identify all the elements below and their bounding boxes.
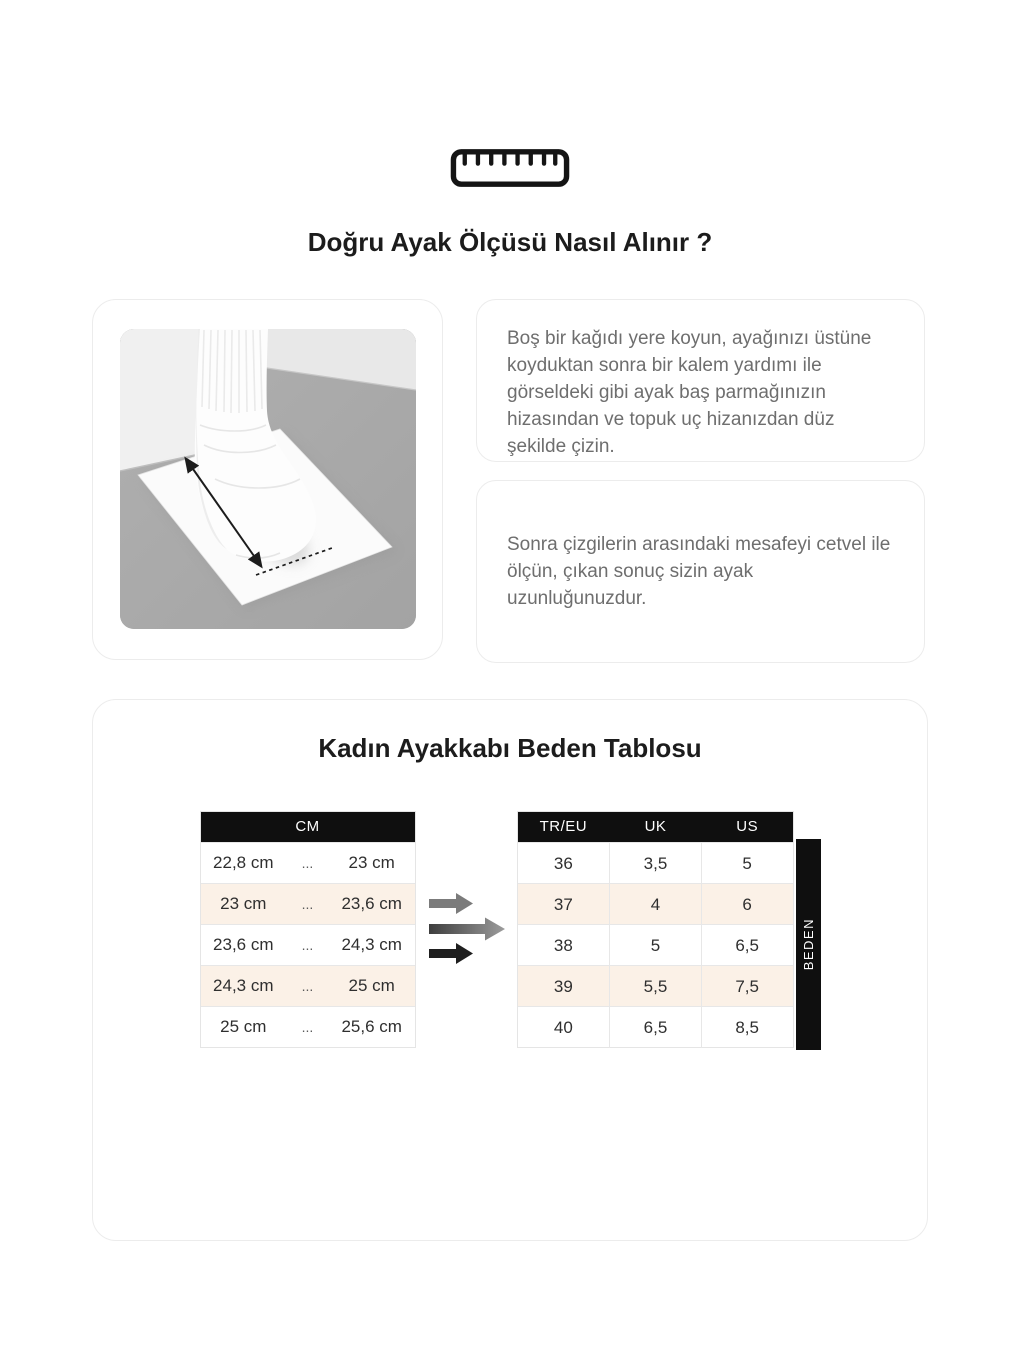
beden-bar-wrap <box>796 808 821 1050</box>
size-table-cell: 5,5 <box>609 966 701 1007</box>
cm-cell-to: 23,6 cm <box>341 893 402 913</box>
size-table-row <box>518 924 793 965</box>
size-table-header-cell: UK <box>609 818 701 835</box>
size-table-row <box>518 842 793 883</box>
cm-cell-from: 25 cm <box>220 1016 267 1036</box>
size-table-cell: 5 <box>609 925 701 966</box>
size-table-cell: 6,5 <box>701 925 793 966</box>
size-table-cell: 6,5 <box>609 1007 701 1048</box>
page-title: Doğru Ayak Ölçüsü Nasıl Alınır ? <box>307 227 713 257</box>
cm-table-row <box>201 1006 415 1047</box>
size-chart-row <box>93 808 927 1050</box>
size-table-cell: 7,5 <box>701 966 793 1007</box>
cm-cell-from: 23,6 cm <box>213 934 274 954</box>
cm-table-row <box>201 965 415 1006</box>
measurement-photo-card <box>92 299 443 660</box>
size-table-cell: 6 <box>701 884 793 925</box>
instruction-steps <box>476 299 925 663</box>
size-table-cell: 37 <box>553 894 573 914</box>
cm-cell-dots: ... <box>301 895 314 912</box>
cm-cell-to: 23 cm <box>348 852 395 872</box>
instruction-step-1: Boş bir kağıdı yere koyun, ayağınızı üstüne koyduktan sonra bir kalem yardımı ile görseldeki gibi ayak baş parmağınızın hizasından ve topuk uç hizanızdan düz şekilde çizin. <box>476 299 925 462</box>
cm-cell-dots: ... <box>301 1018 314 1035</box>
size-table <box>517 811 794 1048</box>
cm-table-body <box>201 842 415 1047</box>
size-table-body <box>518 842 793 1047</box>
instructions-row <box>92 299 928 663</box>
size-table-row <box>518 1006 793 1047</box>
cm-cell-from: 24,3 cm <box>213 975 274 995</box>
size-table-header-cell: US <box>701 818 793 835</box>
transfer-arrows-icon <box>429 890 506 968</box>
size-table-cell: 38 <box>553 935 573 955</box>
size-table-cell: 40 <box>553 1017 573 1037</box>
cm-cell-to: 24,3 cm <box>341 934 402 954</box>
size-table-header-cell: TR/EU <box>539 818 588 835</box>
size-chart-title: Kadın Ayakkabı Beden Tablosu <box>318 733 702 763</box>
cm-table-row <box>201 924 415 965</box>
size-table-cell: 3,5 <box>609 843 701 884</box>
size-table-cell: 39 <box>553 976 573 996</box>
cm-cell-to: 25,6 cm <box>341 1016 402 1036</box>
cm-header-cell: CM <box>295 818 320 835</box>
size-table-cell: 8,5 <box>701 1007 793 1048</box>
instruction-step-2 <box>476 480 925 663</box>
size-table-cell: 4 <box>609 884 701 925</box>
size-chart-card <box>92 699 928 1241</box>
instruction-step-2-text: Sonra çizgilerin arasındaki mesafeyi cetvel ile ölçün, çıkan sonuç sizin ayak uzunluğunuzdur. <box>507 534 891 609</box>
size-table-cell: 36 <box>553 853 573 873</box>
cm-cell-from: 23 cm <box>220 893 267 913</box>
cm-table <box>200 811 416 1048</box>
ruler-icon <box>450 148 570 193</box>
size-table-row <box>518 883 793 924</box>
size-table-cell: 5 <box>701 843 793 884</box>
cm-cell-dots: ... <box>301 854 314 871</box>
cm-cell-from: 22,8 cm <box>213 852 274 872</box>
size-table-row <box>518 965 793 1006</box>
beden-bar <box>796 839 821 1050</box>
cm-table-row <box>201 842 415 883</box>
ruler-icon-wrap <box>0 0 1020 193</box>
cm-table-header <box>201 812 415 842</box>
size-table-header <box>518 812 793 842</box>
foot-measurement-photo <box>120 329 416 629</box>
cm-cell-dots: ... <box>301 936 314 953</box>
cm-table-row <box>201 883 415 924</box>
cm-cell-dots: ... <box>301 977 314 994</box>
cm-cell-to: 25 cm <box>348 975 395 995</box>
beden-label: BEDEN <box>800 918 816 971</box>
